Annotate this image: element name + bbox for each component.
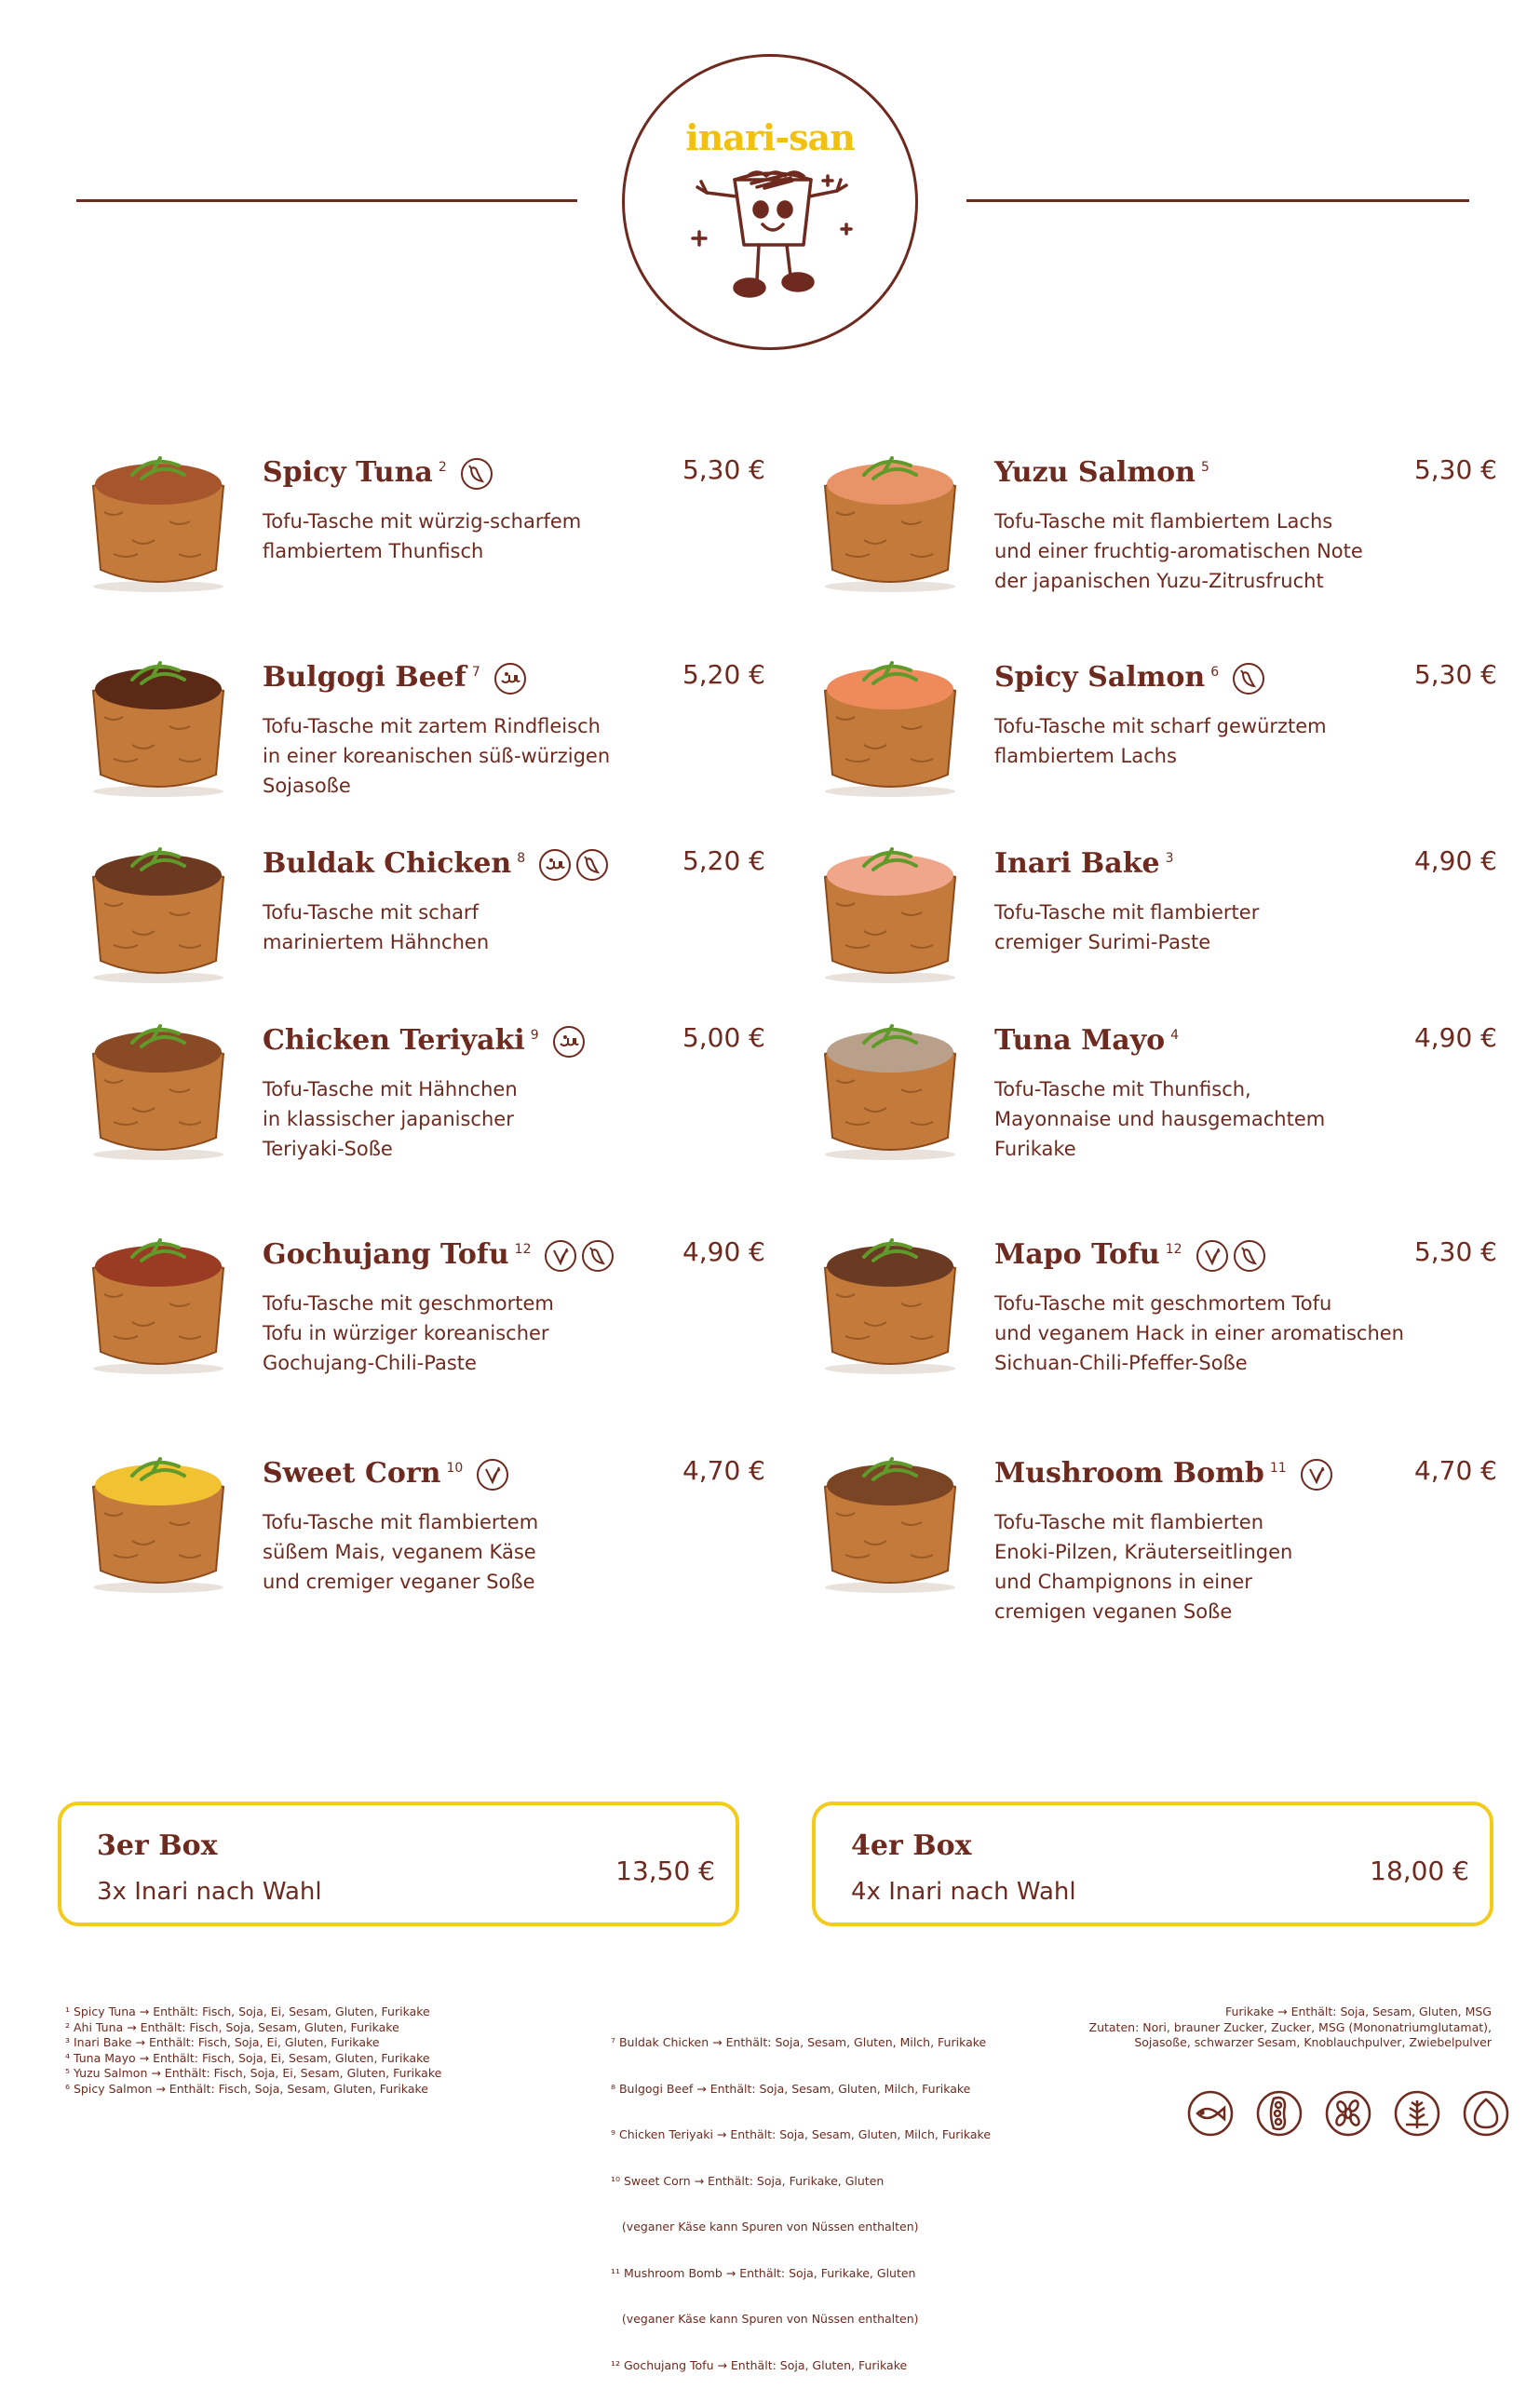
footnote: ⁷ Buldak Chicken → Enthält: Soja, Sesam, Gluten, Milch, Furikake xyxy=(611,2035,987,2049)
allergen-footnote-number: 11 xyxy=(1269,1461,1287,1476)
inari-photo xyxy=(76,829,239,987)
inari-photo xyxy=(808,438,971,596)
item-description xyxy=(263,1507,672,1597)
gluten-allergen-icon xyxy=(1393,2089,1441,2138)
item-name xyxy=(263,661,527,695)
logo xyxy=(622,54,918,350)
inari-photo xyxy=(76,1006,239,1164)
item-price: 4,70 € xyxy=(1413,1455,1497,1486)
allergen-footnote-number: 5 xyxy=(1200,460,1209,475)
egg-allergen-icon xyxy=(1462,2089,1510,2138)
vegan-icon xyxy=(476,1458,509,1491)
footnote: (veganer Käse kann Spuren von Nüssen enthalten) xyxy=(611,2220,919,2234)
footnotes-left xyxy=(65,2004,441,2097)
vegan-icon xyxy=(1300,1458,1333,1491)
item-price: 5,30 € xyxy=(1413,1236,1497,1267)
item-description xyxy=(263,1074,672,1164)
item-price: 5,30 € xyxy=(1413,659,1497,690)
item-description-line: und einer fruchtig-aromatischen Note xyxy=(994,540,1363,562)
item-description-line: cremiger Surimi-Paste xyxy=(994,931,1211,953)
item-description-line: Sojasoße xyxy=(263,775,351,797)
footnote: (veganer Käse kann Spuren von Nüssen enthalten) xyxy=(611,2312,919,2326)
menu-item[interactable] xyxy=(76,829,765,1015)
item-name xyxy=(994,1238,1266,1273)
inari-photo xyxy=(808,642,971,801)
vegan-icon xyxy=(544,1239,577,1273)
header-line-right xyxy=(966,199,1469,202)
item-description-line: Enoki-Pilzen, Kräuterseitlingen xyxy=(994,1541,1293,1563)
menu-item[interactable] xyxy=(808,829,1497,1015)
item-description-line: Tofu-Tasche mit flambiertem Lachs xyxy=(994,510,1333,533)
item-description xyxy=(994,711,1404,771)
allergen-footnote-number: 8 xyxy=(517,851,526,866)
item-price: 4,70 € xyxy=(682,1455,765,1486)
item-description-line: Tofu-Tasche mit geschmortem xyxy=(263,1292,554,1315)
item-description-line: Tofu-Tasche mit geschmortem Tofu xyxy=(994,1292,1332,1315)
allergen-footnote-number: 6 xyxy=(1210,665,1220,680)
menu-item[interactable] xyxy=(808,1006,1497,1192)
allergen-footnote-number: 7 xyxy=(471,665,480,680)
chili-icon xyxy=(460,457,493,491)
item-description-line: der japanischen Yuzu-Zitrusfrucht xyxy=(994,570,1324,592)
menu-item[interactable] xyxy=(76,642,765,829)
item-name xyxy=(263,1457,509,1491)
item-description xyxy=(263,1289,672,1378)
inari-photo xyxy=(76,642,239,801)
inari-photo xyxy=(808,829,971,987)
menu-item[interactable] xyxy=(76,1006,765,1192)
header-line-left xyxy=(76,199,577,202)
box-subtitle: 4x Inari nach Wahl xyxy=(851,1878,1076,1906)
footnote: Furikake → Enthält: Soja, Sesam, Gluten, MSG xyxy=(1224,2004,1492,2018)
menu-item[interactable] xyxy=(76,438,765,624)
menu-item[interactable] xyxy=(808,1438,1497,1625)
allergen-footnote-number: 12 xyxy=(514,1242,532,1257)
mascot-icon xyxy=(671,159,874,327)
footnote: ¹ Spicy Tuna → Enthält: Fisch, Soja, Ei, Sesam, Gluten, Furikake xyxy=(65,2004,430,2018)
allergen-footnote-number: 3 xyxy=(1165,851,1174,866)
inari-photo xyxy=(76,1438,239,1597)
item-name xyxy=(263,847,609,882)
item-name-text: Bulgogi Beef xyxy=(263,661,466,694)
item-price: 5,20 € xyxy=(682,845,765,876)
item-name-text: Mapo Tofu xyxy=(994,1238,1160,1271)
box-price: 18,00 € xyxy=(1370,1856,1469,1886)
item-name xyxy=(263,456,493,491)
soy-allergen-icon xyxy=(1255,2089,1304,2138)
item-description-line: Mayonnaise und hausgemachtem xyxy=(994,1108,1326,1130)
allergen-footnote-number: 12 xyxy=(1165,1242,1182,1257)
item-name-text: Mushroom Bomb xyxy=(994,1457,1264,1490)
box-3er[interactable] xyxy=(58,1802,739,1926)
item-description-line: Tofu-Tasche mit würzig-scharfem xyxy=(263,510,582,533)
box-subtitle: 3x Inari nach Wahl xyxy=(97,1878,322,1906)
allergen-footnote-number: 10 xyxy=(446,1461,464,1476)
footnote: ⁸ Bulgogi Beef → Enthält: Soja, Sesam, Gluten, Milch, Furikake xyxy=(611,2081,971,2096)
item-description-line: mariniertem Hähnchen xyxy=(263,931,490,953)
box-title: 4er Box xyxy=(851,1829,972,1862)
item-name-text: Sweet Corn xyxy=(263,1457,441,1490)
item-description-line: in klassischer japanischer xyxy=(263,1108,514,1130)
halal-icon xyxy=(552,1025,586,1059)
footnotes-middle xyxy=(611,2004,991,2389)
vegan-icon xyxy=(1196,1239,1229,1273)
inari-photo xyxy=(808,1438,971,1597)
box-price: 13,50 € xyxy=(615,1856,715,1886)
footnote: ⁶ Spicy Salmon → Enthält: Fisch, Soja, Sesam, Gluten, Furikake xyxy=(65,2081,429,2096)
chili-icon xyxy=(581,1239,615,1273)
footnote: ³ Inari Bake → Enthält: Fisch, Soja, Ei, Gluten, Furikake xyxy=(65,2035,380,2049)
halal-icon xyxy=(538,848,572,882)
item-description-line: Tofu-Tasche mit Hähnchen xyxy=(263,1078,518,1100)
diet-icons xyxy=(493,662,527,695)
item-name-text: Buldak Chicken xyxy=(263,847,512,880)
box-4er[interactable] xyxy=(812,1802,1493,1926)
halal-icon xyxy=(493,662,527,695)
footnote: ¹² Gochujang Tofu → Enthält: Soja, Gluten, Furikake xyxy=(611,2357,908,2372)
footnotes-right xyxy=(1089,2004,1492,2051)
allergen-icons xyxy=(1186,2089,1510,2138)
item-description-line: Gochujang-Chili-Paste xyxy=(263,1352,477,1374)
item-description-line: Furikake xyxy=(994,1138,1076,1160)
inari-photo xyxy=(808,1220,971,1378)
item-description-line: flambiertem Thunfisch xyxy=(263,540,484,562)
menu-item[interactable] xyxy=(808,1220,1497,1406)
diet-icons xyxy=(552,1025,586,1059)
item-description-line: Tofu-Tasche mit zartem Rindfleisch xyxy=(263,715,601,737)
item-description-line: cremigen veganen Soße xyxy=(994,1600,1233,1623)
fish-allergen-icon xyxy=(1186,2089,1235,2138)
item-name-text: Inari Bake xyxy=(994,847,1160,880)
item-description-line: süßem Mais, veganem Käse xyxy=(263,1541,536,1563)
item-name-text: Chicken Teriyaki xyxy=(263,1024,525,1057)
item-description-line: Tofu-Tasche mit scharf xyxy=(263,901,479,924)
footnote: ¹⁰ Sweet Corn → Enthält: Soja, Furikake, Gluten xyxy=(611,2173,885,2188)
menu-item[interactable] xyxy=(808,642,1497,829)
menu-item[interactable] xyxy=(76,1220,765,1406)
item-description-line: Tofu-Tasche mit scharf gewürztem xyxy=(994,715,1327,737)
diet-icons xyxy=(544,1239,615,1273)
brand-name: inari-san xyxy=(685,116,855,158)
item-name-text: Yuzu Salmon xyxy=(994,456,1196,489)
item-description xyxy=(994,506,1404,596)
item-description-line: Tofu-Tasche mit flambierten xyxy=(994,1511,1264,1533)
diet-icons xyxy=(1196,1239,1266,1273)
item-description xyxy=(263,711,672,801)
item-name xyxy=(994,847,1174,880)
item-name xyxy=(994,1457,1333,1491)
item-description-line: flambiertem Lachs xyxy=(994,745,1177,767)
footnote: ⁴ Tuna Mayo → Enthält: Fisch, Soja, Ei, Sesam, Gluten, Furikake xyxy=(65,2050,430,2065)
footnote: Zutaten: Nori, brauner Zucker, Zucker, MSG (Mononatriumglutamat), xyxy=(1088,2019,1492,2034)
item-price: 5,30 € xyxy=(1413,454,1497,485)
menu-item[interactable] xyxy=(808,438,1497,624)
item-description-line: Tofu in würziger koreanischer xyxy=(263,1322,549,1344)
footnote: ⁹ Chicken Teriyaki → Enthält: Soja, Sesam, Gluten, Milch, Furikake xyxy=(611,2127,992,2141)
allergen-footnote-number: 4 xyxy=(1170,1028,1180,1043)
menu-item[interactable] xyxy=(76,1438,765,1625)
footnote: ⁵ Yuzu Salmon → Enthält: Fisch, Soja, Ei, Sesam, Gluten, Furikake xyxy=(65,2066,442,2080)
chili-icon xyxy=(1232,662,1265,695)
item-description-line: Tofu-Tasche mit flambiertem xyxy=(263,1511,539,1533)
footnote: ¹¹ Mushroom Bomb → Enthält: Soja, Furikake, Gluten xyxy=(611,2265,916,2280)
item-description-line: und cremiger veganer Soße xyxy=(263,1571,535,1593)
item-name-text: Spicy Salmon xyxy=(994,661,1206,694)
item-description xyxy=(263,506,672,566)
item-price: 5,30 € xyxy=(682,454,765,485)
item-name-text: Gochujang Tofu xyxy=(263,1238,509,1271)
chili-icon xyxy=(1233,1239,1266,1273)
item-description-line: Tofu-Tasche mit Thunfisch, xyxy=(994,1078,1251,1100)
diet-icons xyxy=(1232,662,1265,695)
diet-icons xyxy=(460,457,493,491)
allergen-footnote-number: 2 xyxy=(438,460,447,475)
sesame-allergen-icon xyxy=(1324,2089,1372,2138)
footnote: Sojasoße, schwarzer Sesam, Knoblauchpulver, Zwiebelpulver xyxy=(1134,2035,1492,2049)
item-description-line: und Champignons in einer xyxy=(994,1571,1252,1593)
diet-icons xyxy=(1300,1458,1333,1491)
inari-photo xyxy=(76,1220,239,1378)
item-description-line: Tofu-Tasche mit flambierter xyxy=(994,901,1260,924)
item-description xyxy=(994,1507,1404,1626)
item-name xyxy=(994,661,1265,695)
item-price: 4,90 € xyxy=(1413,1022,1497,1053)
item-name-text: Tuna Mayo xyxy=(994,1024,1166,1057)
inari-photo xyxy=(76,438,239,596)
inari-photo xyxy=(808,1006,971,1164)
allergen-footnote-number: 9 xyxy=(530,1028,539,1043)
diet-icons xyxy=(538,848,609,882)
footnote: ² Ahi Tuna → Enthält: Fisch, Soja, Sesam, Gluten, Furikake xyxy=(65,2019,399,2034)
item-description-line: und veganem Hack in einer aromatischen xyxy=(994,1322,1404,1344)
item-name xyxy=(263,1238,615,1273)
item-name xyxy=(263,1024,586,1059)
item-description-line: in einer koreanischen süß-würzigen xyxy=(263,745,611,767)
item-description xyxy=(994,898,1404,957)
item-price: 4,90 € xyxy=(1413,845,1497,876)
item-description xyxy=(263,898,672,957)
diet-icons xyxy=(476,1458,509,1491)
box-title: 3er Box xyxy=(97,1829,218,1862)
item-name xyxy=(994,1024,1179,1057)
item-description-line: Teriyaki-Soße xyxy=(263,1138,393,1160)
item-description xyxy=(994,1289,1404,1378)
item-name-text: Spicy Tuna xyxy=(263,456,433,489)
item-description-line: Sichuan-Chili-Pfeffer-Soße xyxy=(994,1352,1248,1374)
item-price: 5,20 € xyxy=(682,659,765,690)
item-description xyxy=(994,1074,1404,1164)
chili-icon xyxy=(575,848,609,882)
item-price: 4,90 € xyxy=(682,1236,765,1267)
item-price: 5,00 € xyxy=(682,1022,765,1053)
item-name xyxy=(994,456,1209,489)
